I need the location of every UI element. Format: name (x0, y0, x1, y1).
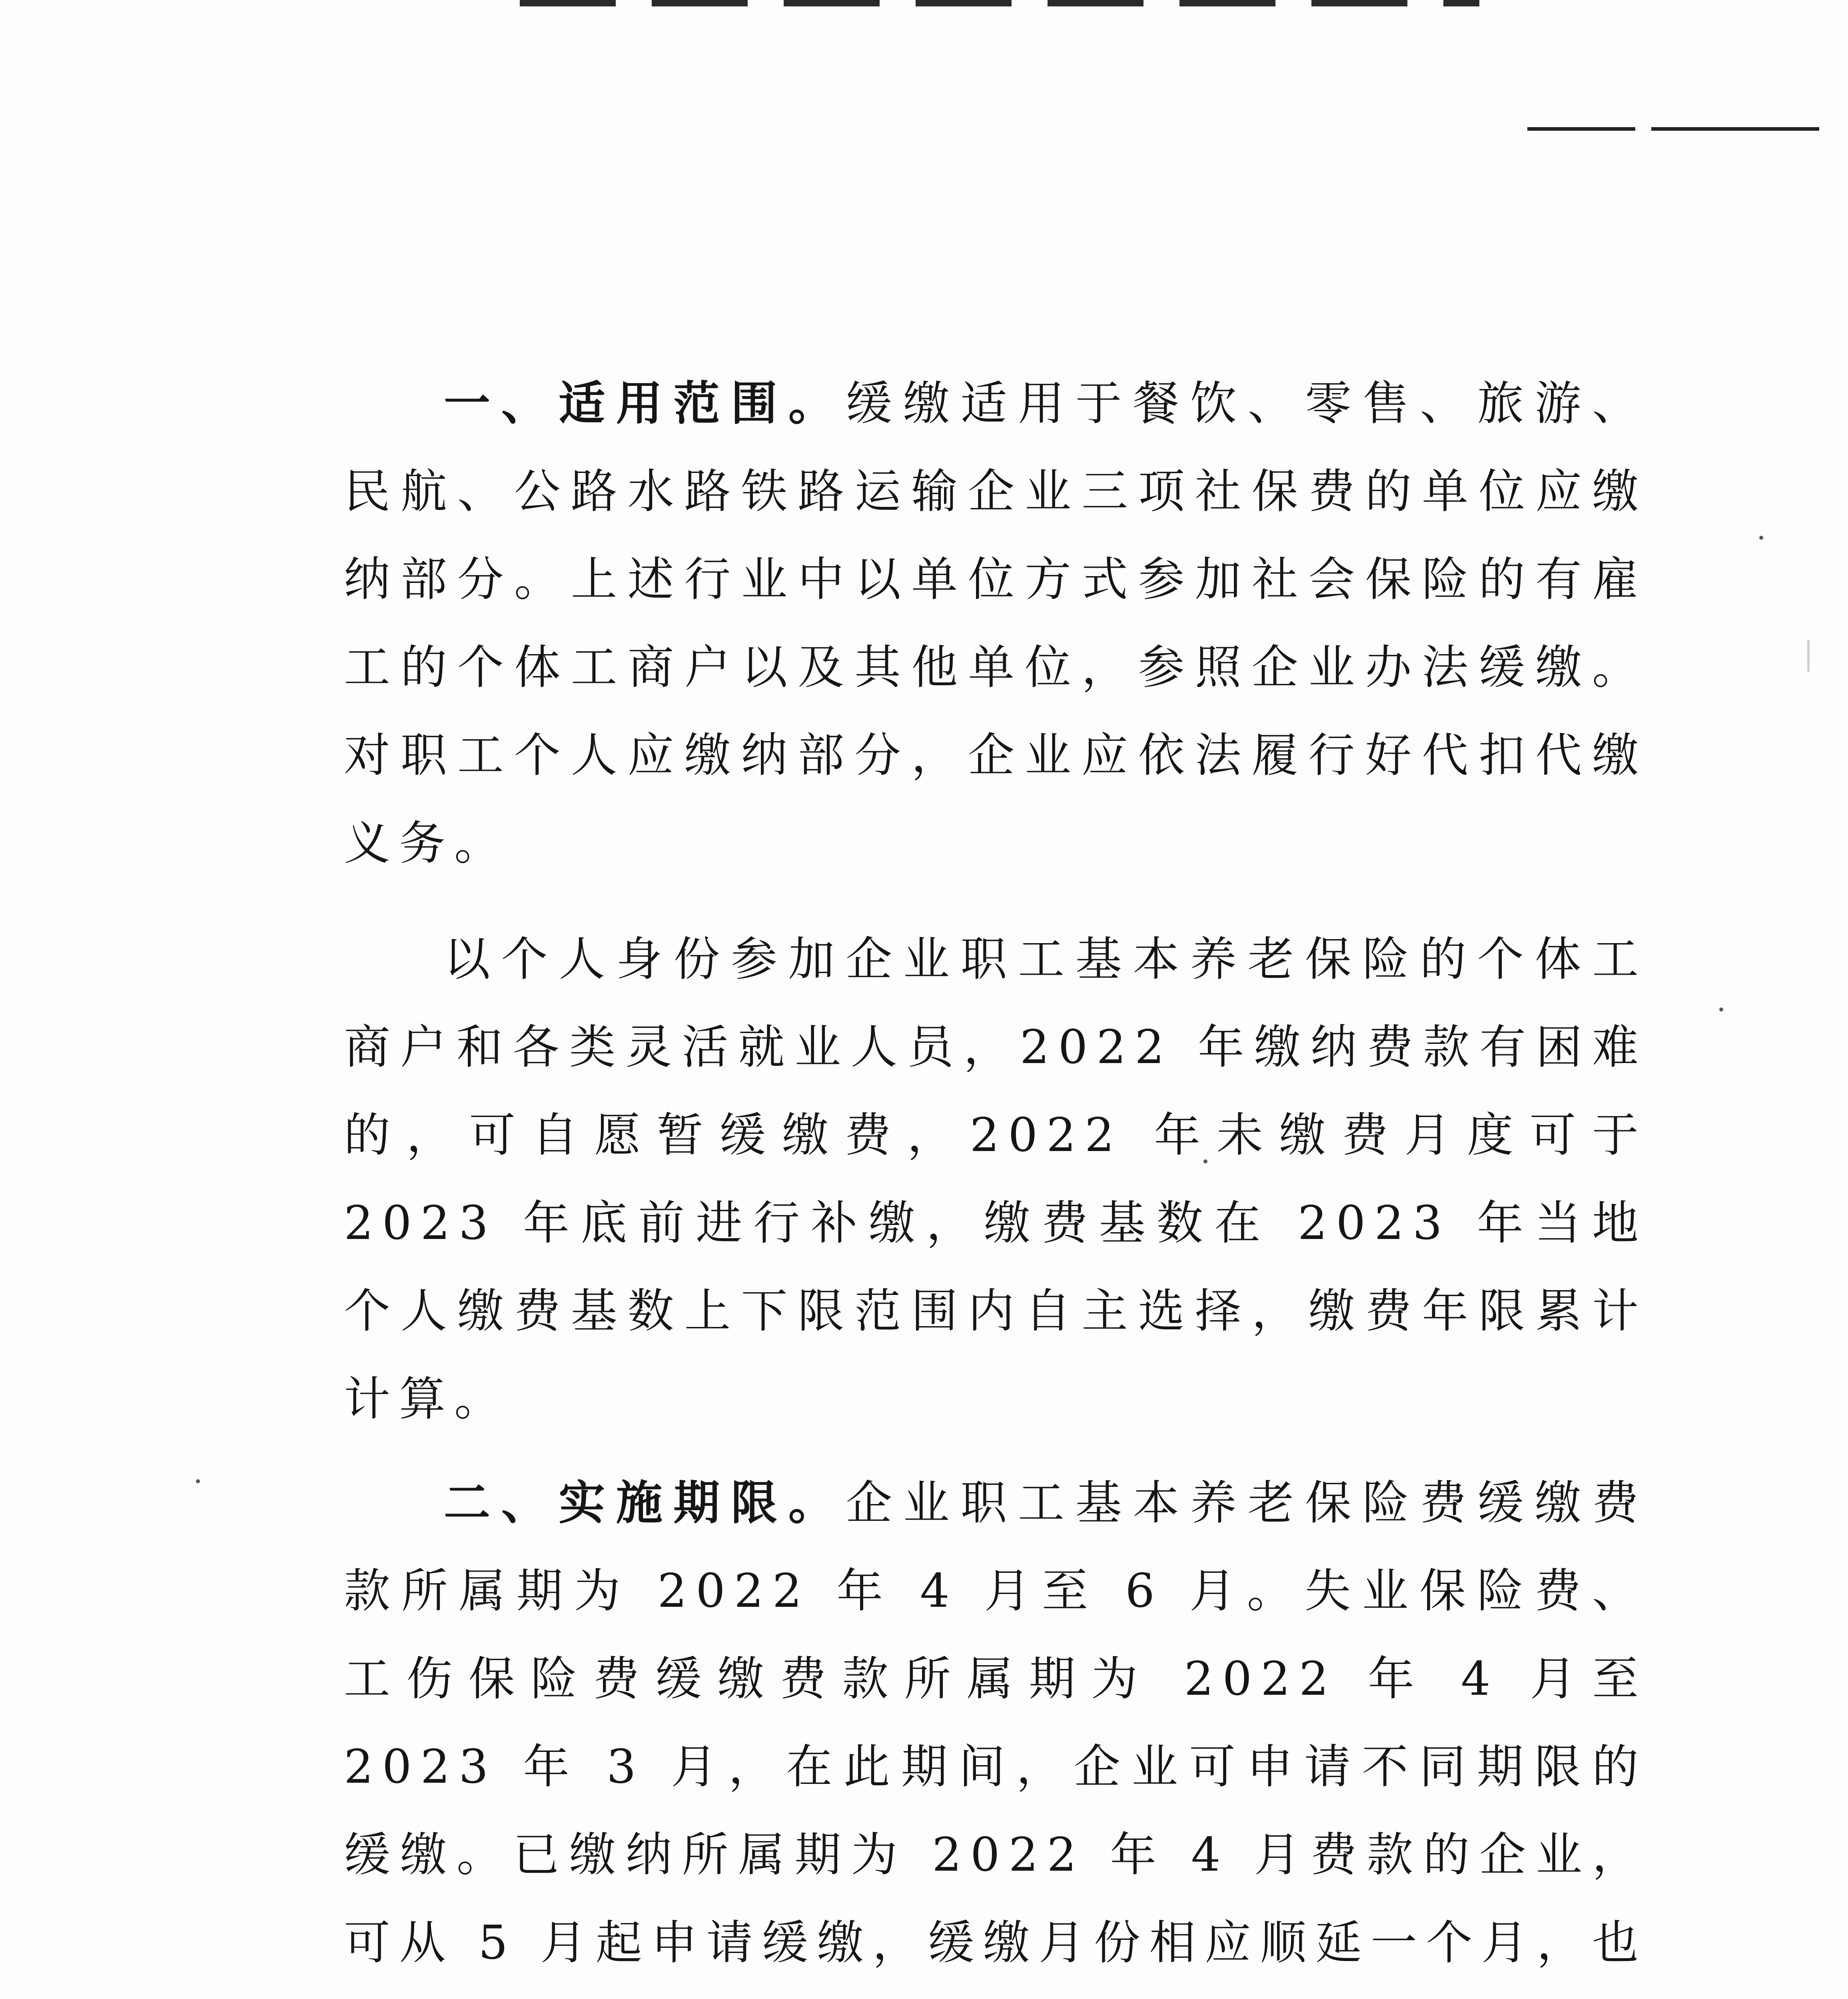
document-body (344, 360, 1647, 1999)
scan-top-edge (520, 0, 1479, 6)
scan-speck (1719, 1007, 1723, 1011)
scan-mark (1807, 640, 1810, 672)
section-heading: 二、实施期限。 (444, 1476, 846, 1530)
paragraph-individual (344, 916, 1647, 1443)
scan-speck (1759, 536, 1763, 540)
paragraph-text: 以个人身份参加企业职工基本养老保险的个体工商户和各类灵活就业人员，2022 年缴纳费款有困难的，可自愿暂缓缴费，2022 年未缴费月度可于 2023 年底前进行补缴，缴费基数在 2023 年当地个人缴费基数上下限范围内自主选择，缴费年限累计计算。 (344, 932, 1647, 1426)
corner-rule-line (1527, 127, 1635, 131)
section-heading: 一、适用范围。 (444, 377, 846, 431)
paragraph-text: 企业职工基本养老保险费缓缴费款所属期为 2022 年 4 月至 6 月。失业保险费、工伤保险费缓缴费款所属期为 2022 年 4 月至 2023 年 3 月，在此期间，企业可申请不同期限的缓缴。已缴纳所属期为 2022 年 4 月费款的企业，可从 5 月起申请缓缴，缓缴月份相应顺延一个月，也 (344, 1476, 1648, 1970)
scan-speck (196, 1479, 200, 1483)
paragraph-scope (344, 360, 1647, 888)
corner-rule-line (1651, 127, 1819, 131)
paragraph-period (344, 1459, 1647, 1999)
paragraph-text: 缓缴适用于餐饮、零售、旅游、民航、公路水路铁路运输企业三项社保费的单位应缴纳部分。上述行业中以单位方式参加社会保险的有雇工的个体工商户以及其他单位，参照企业办法缓缴。对职工个人应缴纳部分，企业应依法履行好代扣代缴义务。 (344, 377, 1648, 870)
